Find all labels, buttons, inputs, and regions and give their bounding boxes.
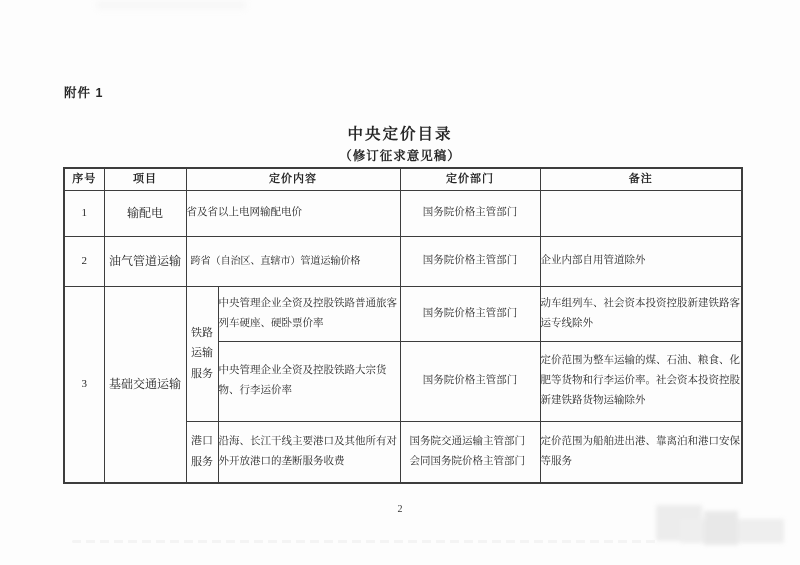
cell-item-1: 输配电 — [104, 190, 186, 236]
col-header-item: 项目 — [104, 168, 186, 190]
cell-subcategory-rail: 铁路运输服务 — [186, 286, 218, 421]
cell-item-3: 基础交通运输 — [104, 286, 186, 483]
cell-content-3c: 沿海、长江干线主要港口及其他所有对外开放港口的垄断服务收费 — [218, 421, 400, 483]
col-header-department: 定价部门 — [400, 168, 540, 190]
cell-remark-2: 企业内部自用管道除外 — [540, 236, 742, 286]
scan-artifact-bottom — [72, 540, 657, 543]
cell-department-3b: 国务院价格主管部门 — [400, 341, 540, 421]
cell-subcategory-port: 港口服务 — [186, 421, 218, 483]
page-number: 2 — [397, 504, 403, 515]
cell-content-3a: 中央管理企业全资及控股铁路普通旅客列车硬座、硬卧票价率 — [218, 286, 400, 341]
col-header-remark: 备注 — [540, 168, 742, 190]
cell-content-2: 跨省（自治区、直辖市）管道运输价格 — [186, 236, 400, 286]
cell-content-3b: 中央管理企业全资及控股铁路大宗货物、行李运价率 — [218, 341, 400, 421]
attachment-label: 附件 1 — [64, 86, 104, 100]
cell-no-2: 2 — [64, 236, 104, 286]
cell-no-3: 3 — [64, 286, 104, 483]
table-header-row — [64, 168, 742, 190]
cell-department-3c: 国务院交通运输主管部门会同国务院价格主管部门 — [400, 421, 540, 483]
cell-department-2: 国务院价格主管部门 — [400, 236, 540, 286]
table-row-3-rail-passenger — [64, 286, 742, 341]
cell-remark-3a: 动车组列车、社会资本投资控股新建铁路客运专线除外 — [540, 286, 742, 341]
cell-content-1: 省及省以上电网输配电价 — [186, 190, 400, 236]
cell-item-2: 油气管道运输 — [104, 236, 186, 286]
scan-artifact-top — [96, 0, 246, 10]
table-row-2 — [64, 236, 742, 286]
col-header-content: 定价内容 — [186, 168, 400, 190]
cell-remark-3b: 定价范围为整车运输的煤、石油、粮食、化肥等货物和行李运价率。社会资本投资控股新建铁路货物运输除外 — [540, 341, 742, 421]
col-header-no: 序号 — [64, 168, 104, 190]
watermark-blob-3 — [704, 511, 738, 545]
doc-title: 中央定价目录 — [347, 126, 453, 143]
cell-no-1: 1 — [64, 190, 104, 236]
cell-remark-3c: 定价范围为船舶进出港、靠离泊和港口安保等服务 — [540, 421, 742, 483]
cell-department-1: 国务院价格主管部门 — [400, 190, 540, 236]
watermark-blob-2 — [680, 519, 784, 543]
table-row-1 — [64, 190, 742, 236]
cell-remark-1 — [540, 190, 742, 236]
central-pricing-table — [63, 167, 743, 484]
cell-department-3a: 国务院价格主管部门 — [400, 286, 540, 341]
doc-subtitle: （修订征求意见稿） — [339, 149, 461, 163]
